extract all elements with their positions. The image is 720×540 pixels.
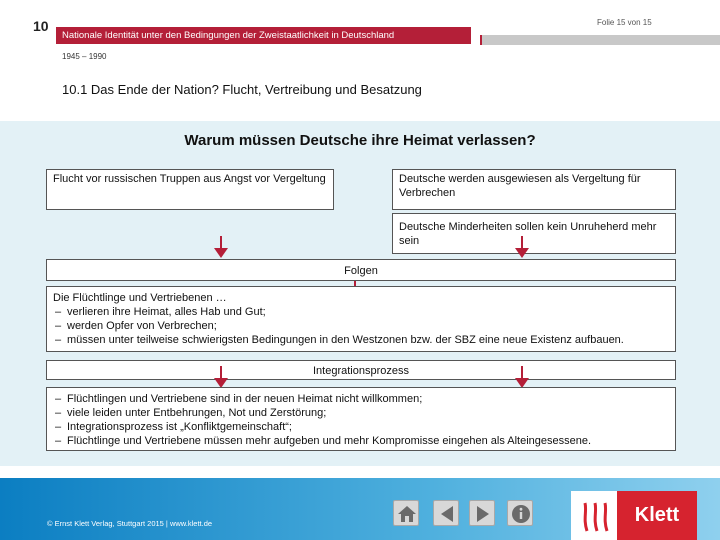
list-item: – werden Opfer von Verbrechen; — [53, 319, 669, 333]
klett-logo — [571, 491, 697, 540]
info-button[interactable] — [507, 500, 533, 526]
list-item: – verlieren ihre Heimat, alles Hab und Gut; — [53, 305, 669, 319]
copyright-text: © Ernst Klett Verlag, Stuttgart 2015 | www.klett.de — [47, 519, 213, 528]
klett-emblem-icon — [577, 499, 613, 535]
next-button[interactable] — [469, 500, 495, 526]
down-arrow-icon — [214, 366, 228, 388]
previous-icon — [437, 504, 457, 524]
page-title: Warum müssen Deutsche ihre Heimat verlassen? — [184, 132, 536, 149]
previous-button[interactable] — [433, 500, 459, 526]
chapter-number: 10 — [33, 18, 49, 34]
page-subtitle: 10.1 Das Ende der Nation? Flucht, Vertreibung und Besatzung — [62, 82, 422, 97]
integration-list — [53, 392, 669, 448]
period-label: 1945 – 1990 — [62, 52, 107, 61]
integration-box — [46, 387, 676, 451]
header-divider — [480, 35, 720, 45]
consequences-list — [53, 305, 669, 347]
down-arrow-icon — [214, 236, 228, 258]
home-button[interactable] — [393, 500, 419, 526]
list-item: – müssen unter teilweise schwierigsten Bedingungen in den Westzonen bzw. der SBZ eine neue Existenz aufbauen. — [53, 333, 669, 347]
consequences-intro: Die Flüchtlinge und Vertriebenen … — [53, 292, 227, 304]
klett-logo-text: Klett — [617, 491, 697, 540]
list-item: – viele leiden unter Entbehrungen, Not und Zerstörung; — [53, 406, 669, 420]
reason-minority-box: Deutsche Minderheiten sollen kein Unruheherd mehr sein — [392, 213, 676, 254]
reason-expulsion-box: Deutsche werden ausgewiesen als Vergeltung für Verbrechen — [392, 169, 676, 210]
integration-label: Integrationsprozess — [46, 360, 676, 380]
list-item: – Integrationsprozess ist „Konfliktgemeinschaft“; — [53, 420, 669, 434]
slide-counter: Folie 15 von 15 — [597, 18, 652, 27]
consequences-label: Folgen — [46, 259, 676, 281]
list-item: – Flüchtlinge und Vertriebene müssen mehr aufgeben und mehr Kompromisse eingehen als Alteingesessene. — [53, 434, 669, 448]
list-item: – Flüchtlingen und Vertriebene sind in der neuen Heimat nicht willkommen; — [53, 392, 669, 406]
info-icon — [511, 504, 531, 524]
reason-flight-box: Flucht vor russischen Truppen aus Angst vor Vergeltung — [46, 169, 334, 210]
down-arrow-icon — [515, 236, 529, 258]
consequences-box — [46, 286, 676, 352]
home-icon — [397, 504, 417, 524]
next-icon — [473, 504, 493, 524]
down-arrow-icon — [515, 366, 529, 388]
topic-title-bar: Nationale Identität unter den Bedingungen der Zweistaatlichkeit in Deutschland — [56, 27, 471, 44]
